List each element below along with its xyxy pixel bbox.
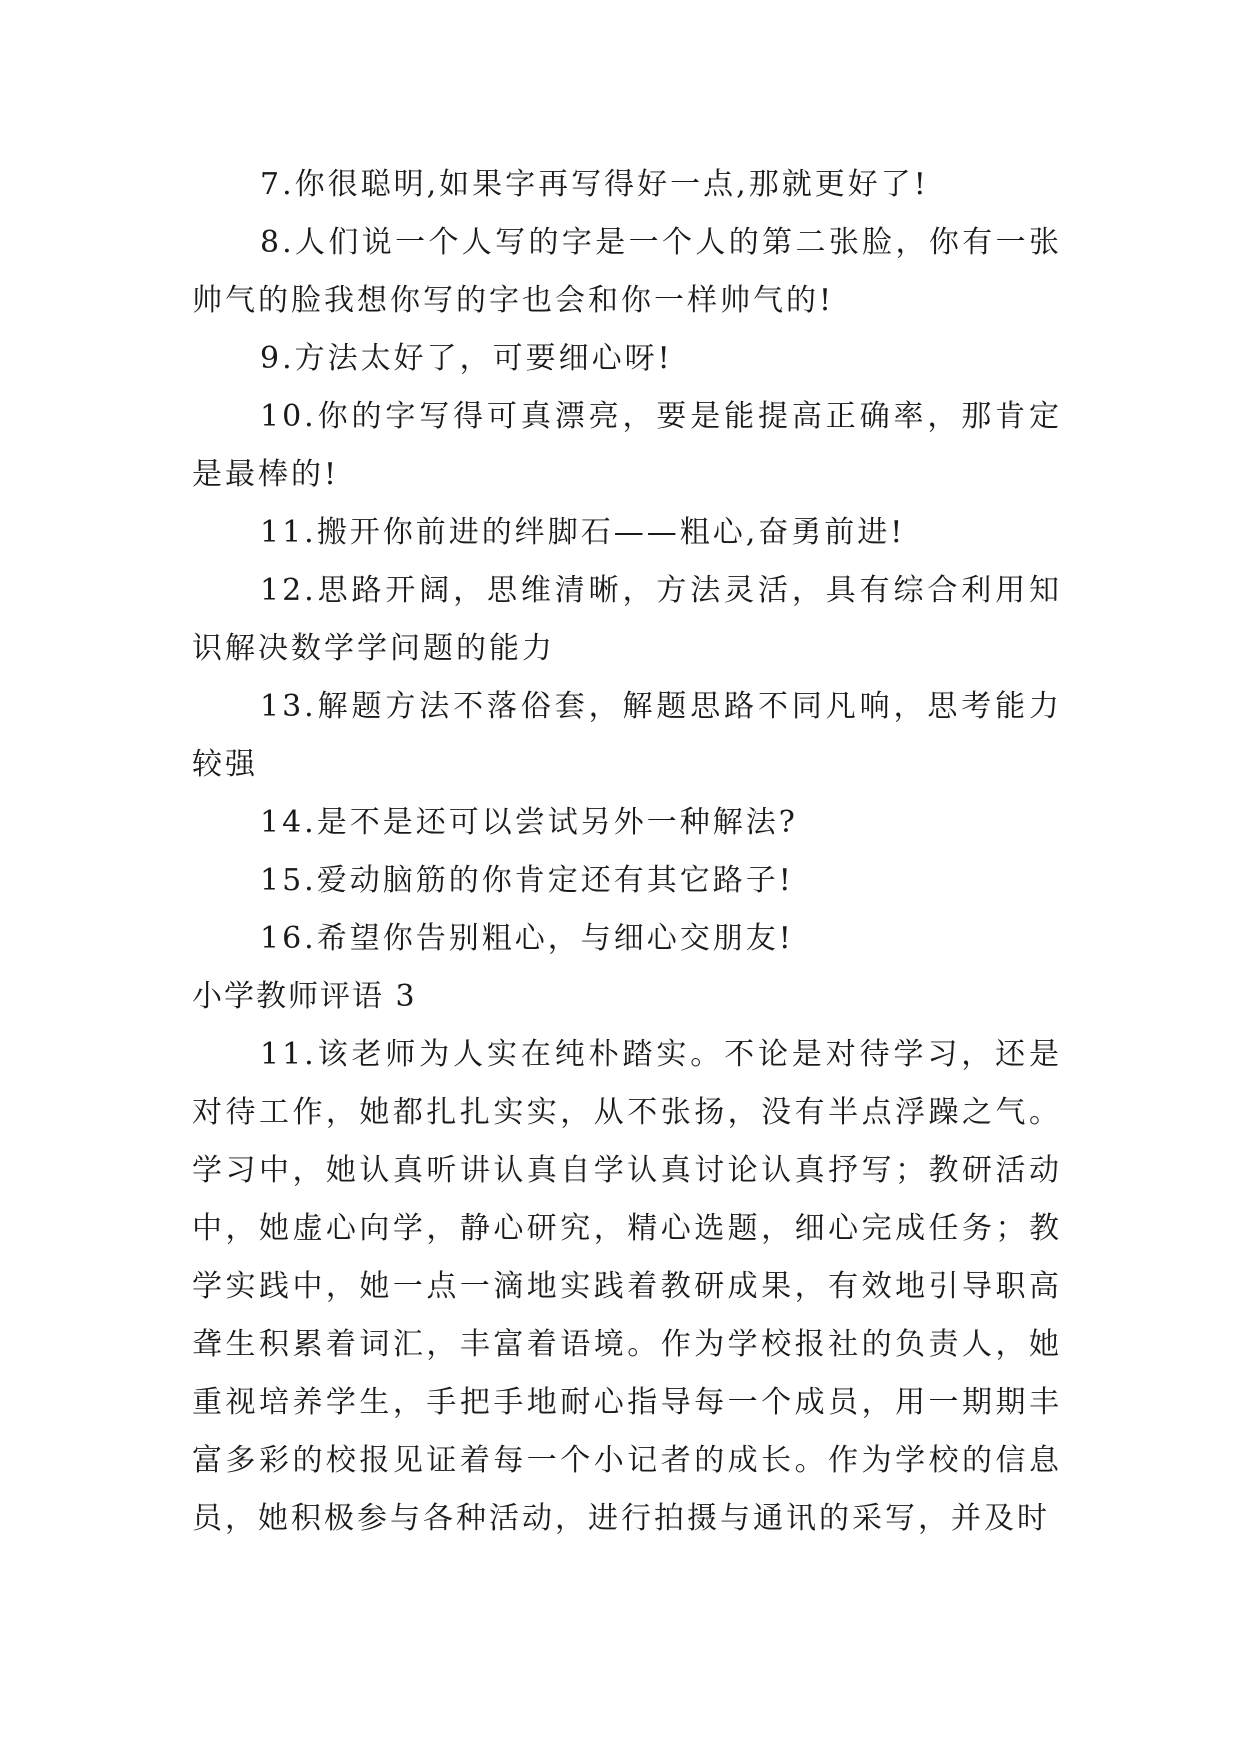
body-paragraph: 11.该老师为人实在纯朴踏实。不论是对待学习，还是对待工作，她都扎扎实实，从不张扬，没有半点浮躁之气。学习中，她认真听讲认真自学认真讨论认真抒写；教研活动中，她虚心向学，静心研究，精心选题，细心完成任务；教学实践中，她一点一滴地实践着教研成果，有效地引导职高聋生积累着词汇，丰富着语境。作为学校报社的负责人，她重视培养学生，手把手地耐心指导每一个成员，用一期期丰富多彩的校报见证着每一个小记者的成长。作为学校的信息员，她积极参与各种活动，进行拍摄与通讯的采写，并及时 (192, 1037, 1062, 1536)
comment-item-13: 13.解题方法不落俗套，解题思路不同凡响，思考能力较强 (192, 689, 1062, 782)
comment-item-9: 9.方法太好了，可要细心呀! (260, 341, 673, 376)
comment-item-15: 15.爱动脑筋的你肯定还有其它路子! (260, 863, 794, 898)
comment-item-11: 11.搬开你前进的绊脚石——粗心,奋勇前进! (260, 515, 906, 550)
comment-item-10: 10.你的字写得可真漂亮，要是能提高正确率，那肯定是最棒的! (192, 399, 1062, 492)
comment-item-8: 8.人们说一个人写的字是一个人的第二张脸，你有一张帅气的脸我想你写的字也会和你一样帅气的! (192, 225, 1062, 318)
comment-item-7: 7.你很聪明,如果字再写得好一点,那就更好了! (260, 167, 929, 202)
document-page (192, 156, 1062, 1548)
comment-item-14: 14.是不是还可以尝试另外一种解法? (260, 805, 798, 840)
section-heading: 小学教师评语 3 (192, 979, 417, 1014)
comment-item-16: 16.希望你告别粗心，与细心交朋友! (260, 921, 794, 956)
comment-item-12: 12.思路开阔，思维清晰，方法灵活，具有综合利用知识解决数学学问题的能力 (192, 573, 1062, 666)
